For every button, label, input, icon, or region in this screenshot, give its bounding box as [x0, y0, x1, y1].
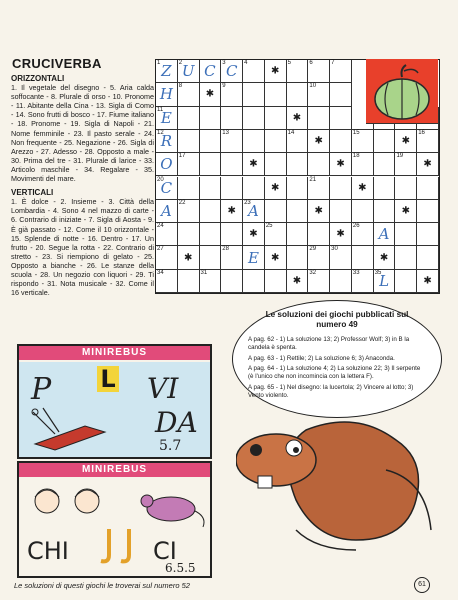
crossword-cell[interactable]: [308, 246, 330, 269]
cell-number: 13: [222, 129, 229, 136]
crossword-cell[interactable]: [200, 130, 222, 153]
crossword-cell[interactable]: [156, 153, 178, 176]
minirebus-2-header: MINIREBUS: [19, 463, 210, 477]
crossword-cell[interactable]: [330, 60, 352, 83]
star-icon: ✱: [271, 252, 280, 264]
crossword-cell[interactable]: [178, 177, 200, 200]
crossword-cell[interactable]: [243, 107, 265, 130]
crossword-cell[interactable]: [287, 83, 309, 106]
beaver-mascot-icon: [236, 420, 436, 570]
crossword-cell[interactable]: [265, 83, 287, 106]
star-icon: ✱: [314, 135, 323, 147]
crossword-cell[interactable]: [287, 177, 309, 200]
cell-number: 6: [309, 60, 313, 66]
crossword-cell[interactable]: [287, 153, 309, 176]
black-cell: [243, 223, 265, 246]
star-icon: ✱: [336, 228, 345, 240]
handwritten-letter: C: [225, 62, 238, 81]
crossword-cell[interactable]: [178, 200, 200, 223]
pumpkin-picture: [366, 59, 438, 124]
crossword-cell[interactable]: [352, 246, 374, 269]
crossword-cell[interactable]: [200, 246, 222, 269]
solution-line: A pag. 64 - 1) La soluzione 4; 2) La soluzione 22; 3) Il serpente (è l'unico che non incomincia con la lettera F).: [248, 365, 421, 381]
crossword-cell[interactable]: [156, 270, 178, 293]
cell-number: 25: [265, 223, 273, 230]
crossword-cell[interactable]: [243, 60, 265, 83]
crossword-cell[interactable]: [243, 130, 265, 153]
black-cell: [308, 130, 330, 153]
rebus-text-da: DA: [155, 406, 198, 439]
crossword-cell[interactable]: [200, 153, 222, 176]
verticali-clues: 1. È dolce - 2. Insieme - 3. Città della Lombardia - 4. Sono 4 nel mazzo di carte - 6. Contrario di iniziate - 7. Sigla di Aosta - 9. È già passato - 12. Come il 10 orizzontale - 15. Splende di notte - 16. Dentro - 17. Un frutto - 20. Segue la rotta - 22. Contrario di stretto - 23. Si riempiono di gelato - 25. Opposto a bianche - 26. Le stanze della scuola - 28. Un negozio con liquori - 29. Ti rispondo - 31. Nota musicale - 32. Come il 16 verticale.: [11, 197, 154, 298]
footer-note: Le soluzioni di questi giochi le troverai sul numero 52: [14, 581, 190, 590]
cell-number: 28: [222, 246, 229, 253]
crossword-cell[interactable]: [265, 153, 287, 176]
cell-number: 16: [418, 129, 425, 136]
star-icon: ✱: [423, 158, 432, 170]
crossword-cell[interactable]: [417, 177, 439, 200]
crossword-cell[interactable]: [395, 223, 417, 246]
crossword-cell[interactable]: [243, 246, 265, 269]
solutions-list: [248, 336, 426, 403]
black-cell: [374, 246, 396, 269]
crossword-cell[interactable]: [417, 200, 439, 223]
crossword-cell[interactable]: [221, 130, 243, 153]
solution-line: A pag. 62 - 1) La soluzione 13; 2) Professor Wolf; 3) in B la candela è spenta.: [248, 336, 410, 351]
black-cell: [265, 177, 287, 200]
cell-number: 7: [331, 60, 335, 66]
star-icon: ✱: [314, 205, 323, 217]
black-cell: [265, 246, 287, 269]
crossword-cell[interactable]: [178, 60, 200, 83]
crossword-cell[interactable]: [156, 223, 178, 246]
cell-number: 4: [244, 60, 248, 66]
crossword-cell[interactable]: [330, 177, 352, 200]
black-cell: [287, 107, 309, 130]
handwritten-letter: Z: [161, 62, 172, 81]
crossword-cell[interactable]: [243, 177, 265, 200]
crossword-cell[interactable]: [374, 130, 396, 153]
crossword-cell[interactable]: [156, 200, 178, 223]
cell-number: 5: [287, 60, 291, 66]
crossword-cell[interactable]: [265, 130, 287, 153]
crossword-cell[interactable]: [417, 246, 439, 269]
star-icon: ✱: [401, 135, 411, 147]
crossword-cell[interactable]: [221, 246, 243, 269]
star-icon: ✱: [358, 182, 367, 194]
black-cell: [243, 153, 265, 176]
crossword-cell[interactable]: [352, 130, 374, 153]
crossword-cell[interactable]: [308, 83, 330, 106]
handwritten-letter: A: [378, 225, 390, 244]
black-cell: [352, 177, 374, 200]
black-cell: [330, 153, 352, 176]
crossword-cell[interactable]: [156, 130, 178, 153]
crossword-cell[interactable]: [330, 83, 352, 106]
crossword-cell[interactable]: [287, 60, 309, 83]
black-cell: [330, 223, 352, 246]
cell-number: 18: [352, 153, 360, 160]
crossword-cell[interactable]: [374, 200, 396, 223]
crossword-cell[interactable]: [374, 270, 396, 293]
solutions-title: Le soluzioni dei giochi pubblicati sul numero 49: [265, 310, 409, 329]
handwritten-letter: H: [159, 85, 173, 104]
crossword-cell[interactable]: [374, 223, 396, 246]
crossword-cell[interactable]: [287, 130, 309, 153]
minirebus-1-header: MINIREBUS: [19, 346, 210, 360]
cell-number: 12: [157, 129, 164, 136]
star-icon: ✱: [249, 158, 258, 170]
handwritten-letter: E: [247, 248, 259, 267]
crossword-cell[interactable]: [417, 130, 439, 153]
black-cell: [308, 200, 330, 223]
pumpkin-icon: [366, 59, 438, 124]
black-cell: [221, 200, 243, 223]
crossword-cell[interactable]: [352, 270, 374, 293]
cell-number: 30: [331, 246, 338, 253]
black-cell: [417, 270, 439, 293]
children-and-mouse-icon: [21, 481, 207, 531]
rebus-letter-l: L: [97, 366, 119, 392]
star-icon: ✱: [205, 88, 215, 100]
orizzontali-heading: ORIZZONTALI: [11, 74, 65, 83]
page-title: CRUCIVERBA: [12, 56, 102, 71]
verticali-heading: VERTICALI: [11, 188, 54, 198]
star-icon: ✱: [336, 158, 345, 170]
black-cell: [395, 200, 417, 223]
cell-number: 26: [352, 223, 360, 230]
minirebus-2-body: [19, 479, 210, 576]
crossword-cell[interactable]: [178, 153, 200, 176]
crossword-cell[interactable]: [243, 200, 265, 223]
black-cell: [395, 130, 417, 153]
handwritten-letter: O: [160, 155, 173, 174]
cell-number: 27: [157, 246, 164, 253]
crossword-cell[interactable]: [352, 223, 374, 246]
crossword-cell[interactable]: [221, 153, 243, 176]
crossword-cell[interactable]: [156, 107, 178, 130]
crossword-cell[interactable]: [221, 270, 243, 293]
crossword-cell[interactable]: [352, 153, 374, 176]
rebus-text-vi: VI: [147, 372, 179, 405]
cell-number: 9: [222, 83, 226, 90]
cell-number: 22: [178, 199, 186, 206]
crossword-cell[interactable]: [287, 246, 309, 269]
crossword-cell[interactable]: [265, 270, 287, 293]
crossword-cell[interactable]: [200, 223, 222, 246]
solution-line: A pag. 63 - 1) Rettile; 2) La soluzione 6; 3) Anaconda.: [248, 354, 395, 362]
crossword-cell[interactable]: [308, 223, 330, 246]
minirebus-1-body: [19, 362, 210, 457]
crossword-cell[interactable]: [178, 107, 200, 130]
crossword-cell[interactable]: [243, 83, 265, 106]
minirebus-1: [17, 344, 212, 459]
handwritten-letter: A: [160, 201, 172, 220]
cell-number: 32: [309, 269, 317, 276]
crossword-cell[interactable]: [265, 200, 287, 223]
crossword-cell[interactable]: [265, 223, 287, 246]
crossword-cell[interactable]: [243, 270, 265, 293]
crossword-cell[interactable]: [200, 200, 222, 223]
rebus-text-chi: CHI: [27, 537, 69, 565]
handwritten-letter: C: [204, 62, 216, 81]
crossword-cell[interactable]: [330, 246, 352, 269]
handwritten-letter: U: [181, 62, 195, 81]
cell-number: 10: [309, 83, 317, 90]
crossword-cell[interactable]: [308, 177, 330, 200]
orizzontali-clues: 1. Il vegetale del disegno - 5. Aria calda soffocante - 8. Plurale di orso - 10. Pronome - 11. Abitante della Cina - 13. Sigla di Como - 14. Sono frutti di bosco - 17. Fiume italiano - 18. Pronome - 19. Sigla di Napoli - 21. Nome femminile - 23. Il pasto serale - 24. Non frequente - 25. Negazione - 26. Sigla di Arezzo - 27. Adesso - 28. Opposto a male - 30. Prima del tre - 31. Plurale di larice - 33. Articolo maschile - 34. Regalare - 35. Movimenti del mare.: [11, 83, 154, 184]
cell-number: 19: [396, 153, 404, 160]
crossword-cell[interactable]: [374, 153, 396, 176]
handwritten-letter: R: [160, 132, 173, 151]
crossword-cell[interactable]: [221, 107, 243, 130]
handwritten-letter: A: [248, 201, 259, 220]
crossword-cell[interactable]: [221, 177, 243, 200]
crossword-cell[interactable]: [221, 223, 243, 246]
crossword-cell[interactable]: [330, 270, 352, 293]
crossword-cell[interactable]: [221, 83, 243, 106]
star-icon: ✱: [401, 205, 411, 217]
cell-number: 21: [309, 176, 317, 183]
crossword-cell[interactable]: [200, 177, 222, 200]
minirebus-2: [17, 461, 212, 578]
crossword-cell[interactable]: [178, 130, 200, 153]
crossword-cell[interactable]: [395, 177, 417, 200]
cell-number: 33: [352, 269, 360, 276]
crossword-cell[interactable]: [287, 223, 309, 246]
crossword-cell[interactable]: [200, 107, 222, 130]
cell-number: 24: [157, 223, 164, 230]
crossword-cell[interactable]: [330, 130, 352, 153]
rebus-letter-p: P: [31, 372, 52, 407]
crossword-cell[interactable]: [200, 60, 222, 83]
crossword-cell[interactable]: [417, 223, 439, 246]
crossword-cell[interactable]: [395, 153, 417, 176]
crossword-cell[interactable]: [178, 83, 200, 106]
cell-number: 20: [157, 176, 164, 183]
black-cell: [178, 246, 200, 269]
crossword-cell[interactable]: [178, 223, 200, 246]
cell-number: 15: [352, 129, 360, 136]
crossword-cell[interactable]: [156, 246, 178, 269]
crossword-cell[interactable]: [352, 200, 374, 223]
handwritten-letter: L: [379, 271, 390, 290]
cell-number: 2: [178, 60, 183, 66]
cell-number: 23: [244, 199, 251, 206]
rebus-1-solution: 5.7: [159, 438, 182, 454]
cell-number: 8: [178, 83, 183, 90]
crossword-cell[interactable]: [308, 107, 330, 130]
crossword-cell[interactable]: [330, 200, 352, 223]
star-icon: ✱: [271, 65, 280, 77]
cell-number: 35: [374, 269, 382, 276]
star-icon: ✱: [271, 182, 280, 194]
page-number: 61: [414, 577, 430, 593]
cell-number: 3: [222, 60, 226, 66]
cell-number: 17: [178, 153, 186, 160]
star-icon: ✱: [379, 252, 389, 264]
cell-number: 29: [309, 246, 317, 253]
black-cell: [287, 270, 309, 293]
black-cell: [417, 153, 439, 176]
crossword-cell[interactable]: [308, 270, 330, 293]
solution-line: A pag. 65 - 1) Nel disegno: la lucertola; 2) Vincere al lotto; 3) Vento violento.: [248, 383, 414, 399]
crossword-cell[interactable]: [221, 60, 243, 83]
crossword-cell[interactable]: [156, 177, 178, 200]
cell-number: 14: [287, 129, 295, 136]
crossword-cell[interactable]: [308, 60, 330, 83]
crossword-cell[interactable]: [178, 270, 200, 293]
star-icon: ✱: [292, 275, 302, 287]
star-icon: ✱: [249, 228, 258, 240]
crossword-cell[interactable]: [200, 270, 222, 293]
rebus-text-ci: CI: [153, 537, 177, 565]
crossword-cell[interactable]: [374, 177, 396, 200]
crossword-cell[interactable]: [287, 200, 309, 223]
star-icon: ✱: [292, 112, 302, 124]
sled-icon: [25, 404, 135, 454]
clues-column: [11, 74, 154, 302]
star-icon: ✱: [423, 275, 432, 287]
crossword-cell[interactable]: [156, 60, 178, 83]
crossword-cell[interactable]: [265, 107, 287, 130]
crossword-cell[interactable]: [330, 107, 352, 130]
star-icon: ✱: [183, 252, 193, 264]
cell-number: 1: [157, 60, 161, 66]
handwritten-letter: E: [160, 108, 172, 127]
cell-number: 34: [157, 269, 164, 276]
black-cell: [200, 83, 222, 106]
handwritten-letter: C: [160, 178, 173, 197]
black-cell: [265, 60, 287, 83]
hooks-icon: [99, 527, 143, 567]
rebus-2-solution: 6.5.5: [165, 561, 196, 575]
crossword-cell[interactable]: [308, 153, 330, 176]
cell-number: 31: [200, 269, 208, 276]
star-icon: ✱: [227, 205, 236, 217]
crossword-cell[interactable]: [156, 83, 178, 106]
cell-number: 11: [157, 106, 164, 113]
crossword-cell[interactable]: [395, 270, 417, 293]
crossword-cell[interactable]: [395, 246, 417, 269]
